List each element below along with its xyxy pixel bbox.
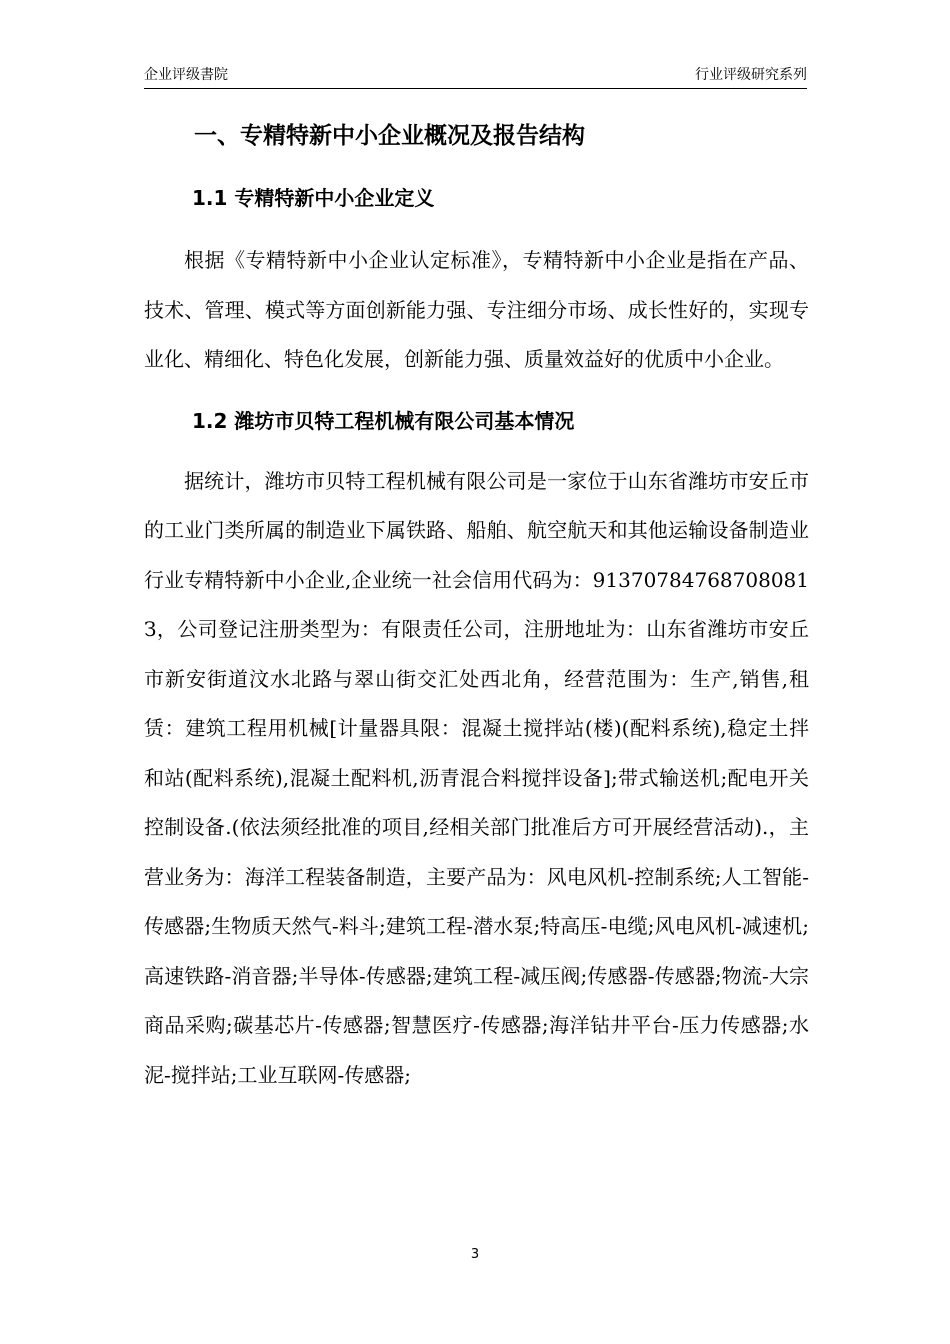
subsection-title-1-2: 1.2 潍坊市贝特工程机械有限公司基本情况 xyxy=(192,408,575,433)
header-left-text: 企业评级書院 xyxy=(144,67,228,83)
paragraph-definition: 根据《专精特新中小企业认定标准》，专精特新中小企业是指在产品、技术、管理、模式等方面创新能力强、专注细分市场、成长性好的，实现专业化、精细化、特色化发展，创新能力强、质量效益好的优质中小企业。 xyxy=(144,248,809,371)
paragraph-company-info: 据统计，潍坊市贝特工程机械有限公司是一家位于山东省潍坊市安丘市的工业门类所属的制造业下属铁路、船舶、航空航天和其他运输设备制造业行业专精特新中小企业,企业统一社会信用代码为：91370784768708081З，公司登记注册类型为：有限责任公司，注册地址为：山东省潍坊市安丘市新安街道汶水北路与翠山街交汇处西北角，经营范围为：生产,销售,租赁：建筑工程用机械[计量器具限：混凝土搅拌站(楼)(配料系统),稳定土拌和站(配料系统),混凝土配料机,沥青混合料搅拌设备];带式输送机;配电开关控制设备.(依法须经批准的项目,经相关部门批准后方可开展经营活动).，主营业务为：海洋工程装备制造，主要产品为：风电风机-控制系统;人工智能-传感器;生物质天然气-料斗;建筑工程-潜水泵;特高压-电缆;风电风机-减速机;高速铁路-消音器;半导体-传感器;建筑工程-减压阀;传感器-传感器;物流-大宗商品采购;碳基芯片-传感器;智慧医疗-传感器;海洋钻井平台-压力传感器;水泥-搅拌站;工业互联网-传感器; xyxy=(144,468,809,1087)
page-header xyxy=(144,62,807,89)
page-number: 3 xyxy=(470,1247,480,1262)
section-title: 一、专精特新中小企业概况及报告结构 xyxy=(194,123,585,149)
header-right-text: 行业评级研究系列 xyxy=(695,67,807,83)
document-body xyxy=(144,116,809,1100)
subsection-title-1-1: 1.1 专精特新中小企业定义 xyxy=(192,186,435,210)
